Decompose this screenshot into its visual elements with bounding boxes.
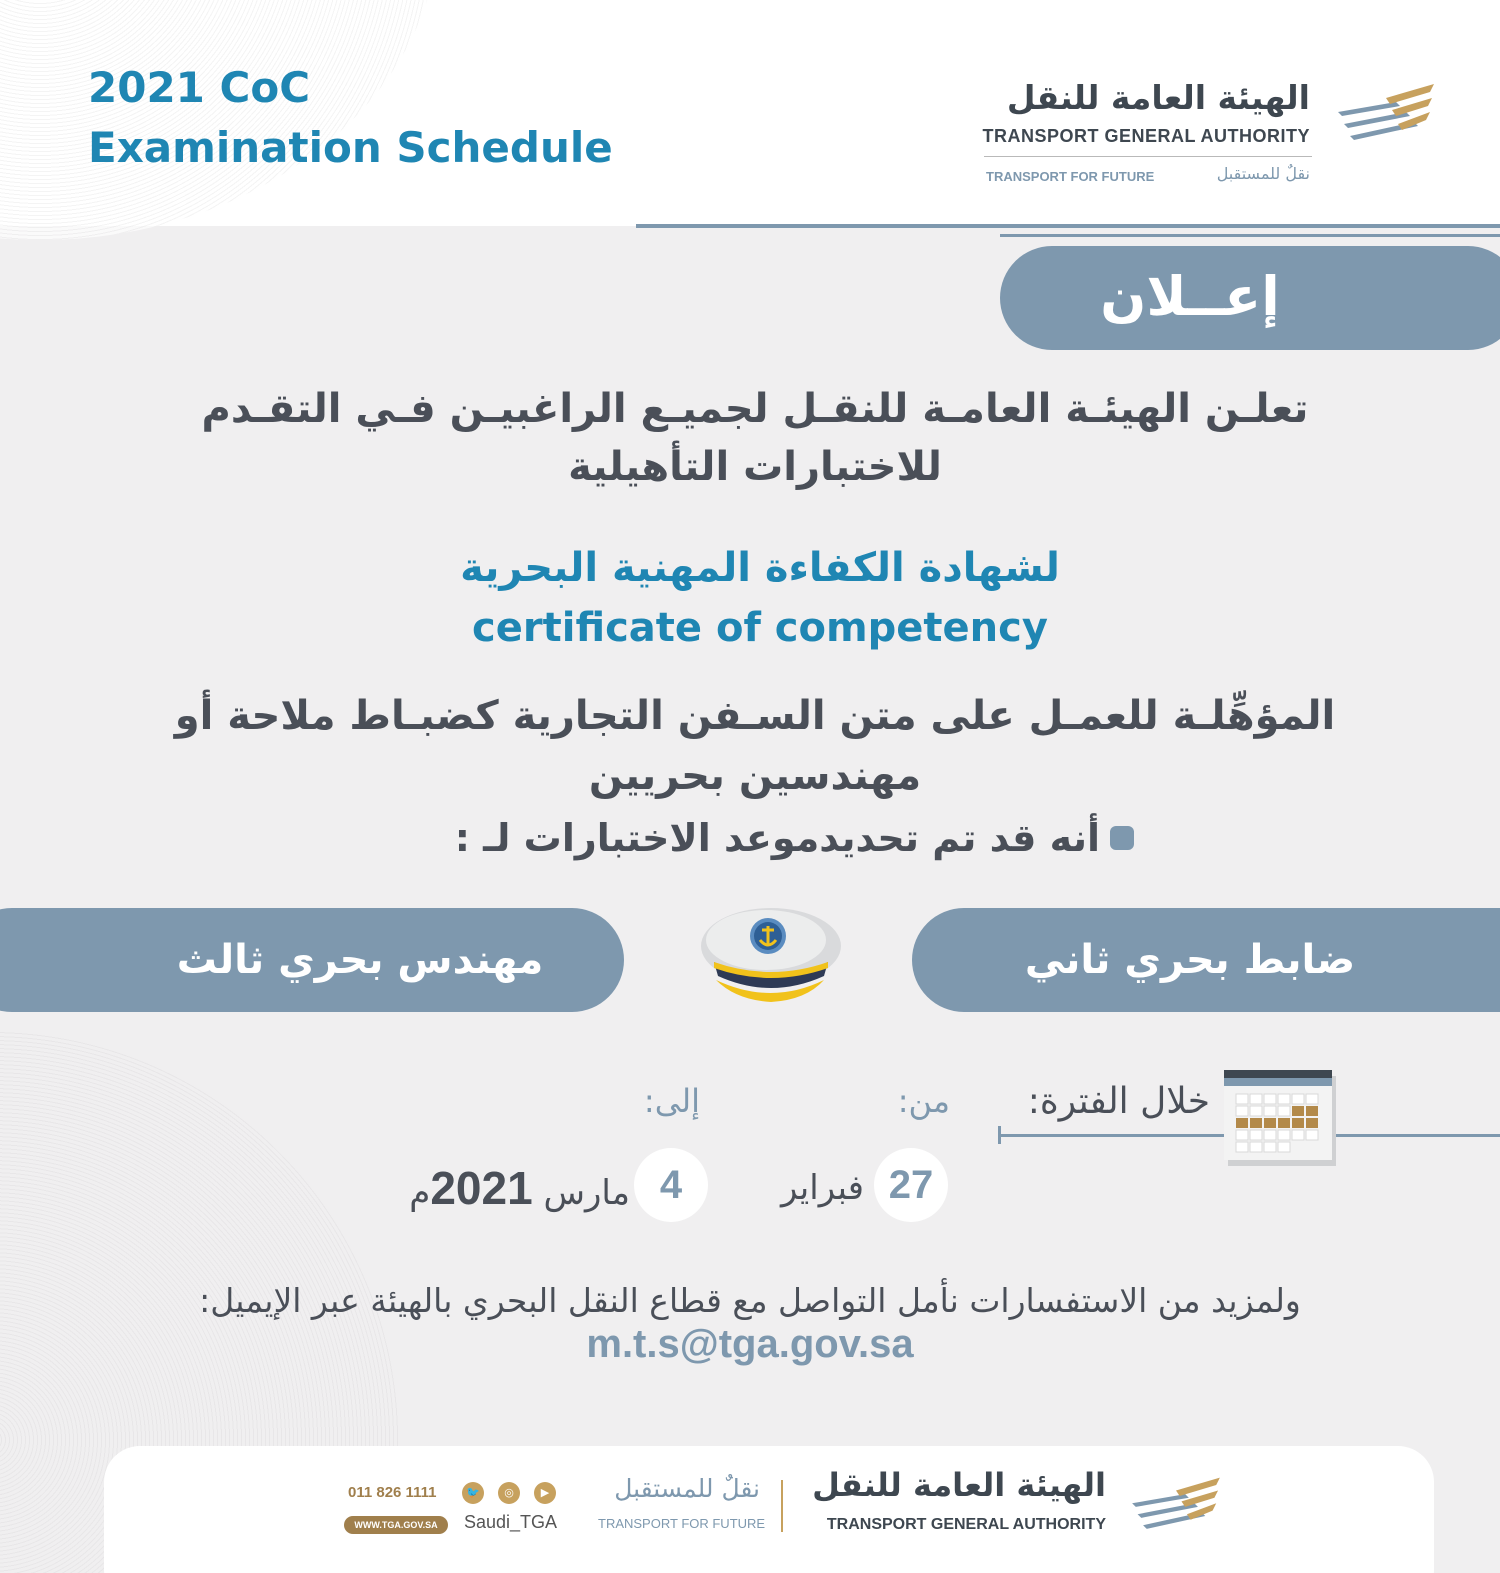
logo-arabic-name: الهيئة العامة للنقل (1006, 78, 1310, 117)
footer-logo-icon (1128, 1474, 1224, 1538)
header-rule (636, 224, 1500, 228)
title-line-1: 2021 CoC (88, 63, 311, 112)
footer-tagline-arabic: نقلٌ للمستقبل (614, 1474, 760, 1503)
announcement-label: إعــلان (1100, 265, 1280, 328)
period-label: خلال الفترة: (1027, 1081, 1210, 1122)
contact-text: ولمزيد من الاستفسارات نأمل التواصل مع قطاع النقل البحري بالهيئة عبر الإيميل: (199, 1281, 1301, 1320)
period-rule-tick (998, 1126, 1001, 1144)
to-year: 2021 (430, 1162, 533, 1214)
tga-logo-icon (1336, 80, 1436, 150)
qualification-text: المؤهِّلـة للعمـل على متن السـفن التجارية كضبـاط ملاحة أو مهندسين بحريين (174, 693, 1336, 799)
header-rule-secondary (1000, 234, 1500, 237)
footer-divider (781, 1480, 783, 1532)
footer-tagline-english: TRANSPORT FOR FUTURE (598, 1516, 766, 1531)
captain-hat-icon (696, 896, 846, 1006)
instagram-icon[interactable]: ◎ (498, 1482, 520, 1504)
to-year-suffix: م (409, 1173, 431, 1213)
from-label: من: (897, 1082, 950, 1120)
logo-tagline-english: TRANSPORT FOR FUTURE (986, 169, 1155, 184)
logo-divider (984, 156, 1312, 157)
announcement-intro: تعلـن الهيئـة العامـة للنقـل لجميـع الراغبيـن فـي التقـدم للاختبارات التأهيلية (201, 386, 1309, 490)
certificate-title-arabic: لشهادة الكفاءة المهنية البحرية (460, 545, 1060, 591)
to-label: إلى: (643, 1082, 700, 1120)
schedule-note: أنه قد تم تحديدموعد الاختبارات لـ : (454, 816, 1100, 860)
from-day: 27 (874, 1148, 948, 1222)
title-line-2: Examination Schedule (88, 123, 613, 172)
footer-logo-english: TRANSPORT GENERAL AUTHORITY (826, 1516, 1106, 1533)
certificate-title-english: certificate of competency (472, 605, 1048, 651)
to-month-year (390, 1160, 630, 1221)
footer-logo-arabic: الهيئة العامة للنقل (812, 1466, 1106, 1504)
rank-engineer-label: مهندس بحري ثالث (176, 937, 544, 983)
youtube-icon[interactable]: ▶ (534, 1482, 556, 1504)
to-month: مارس (543, 1173, 630, 1213)
footer-social-handle[interactable]: Saudi_TGA (464, 1512, 558, 1532)
logo-tagline-arabic: نقلٌ للمستقبل (1216, 164, 1310, 183)
footer-phone[interactable]: 011 826 1111 (348, 1484, 437, 1501)
calendar-icon (1224, 1070, 1340, 1168)
contact-email[interactable]: m.t.s@tga.gov.sa (586, 1322, 914, 1366)
bullet-marker (1110, 826, 1134, 850)
footer-website[interactable]: WWW.TGA.GOV.SA (344, 1516, 448, 1534)
twitter-icon[interactable]: 🐦 (462, 1482, 484, 1504)
from-month: فبراير (781, 1168, 864, 1208)
page-title (88, 58, 688, 178)
rank-officer-label: ضابط بحري ثاني (1024, 937, 1356, 983)
to-day: 4 (634, 1148, 708, 1222)
logo-english-name: TRANSPORT GENERAL AUTHORITY (982, 126, 1310, 146)
footer (104, 1446, 1434, 1573)
